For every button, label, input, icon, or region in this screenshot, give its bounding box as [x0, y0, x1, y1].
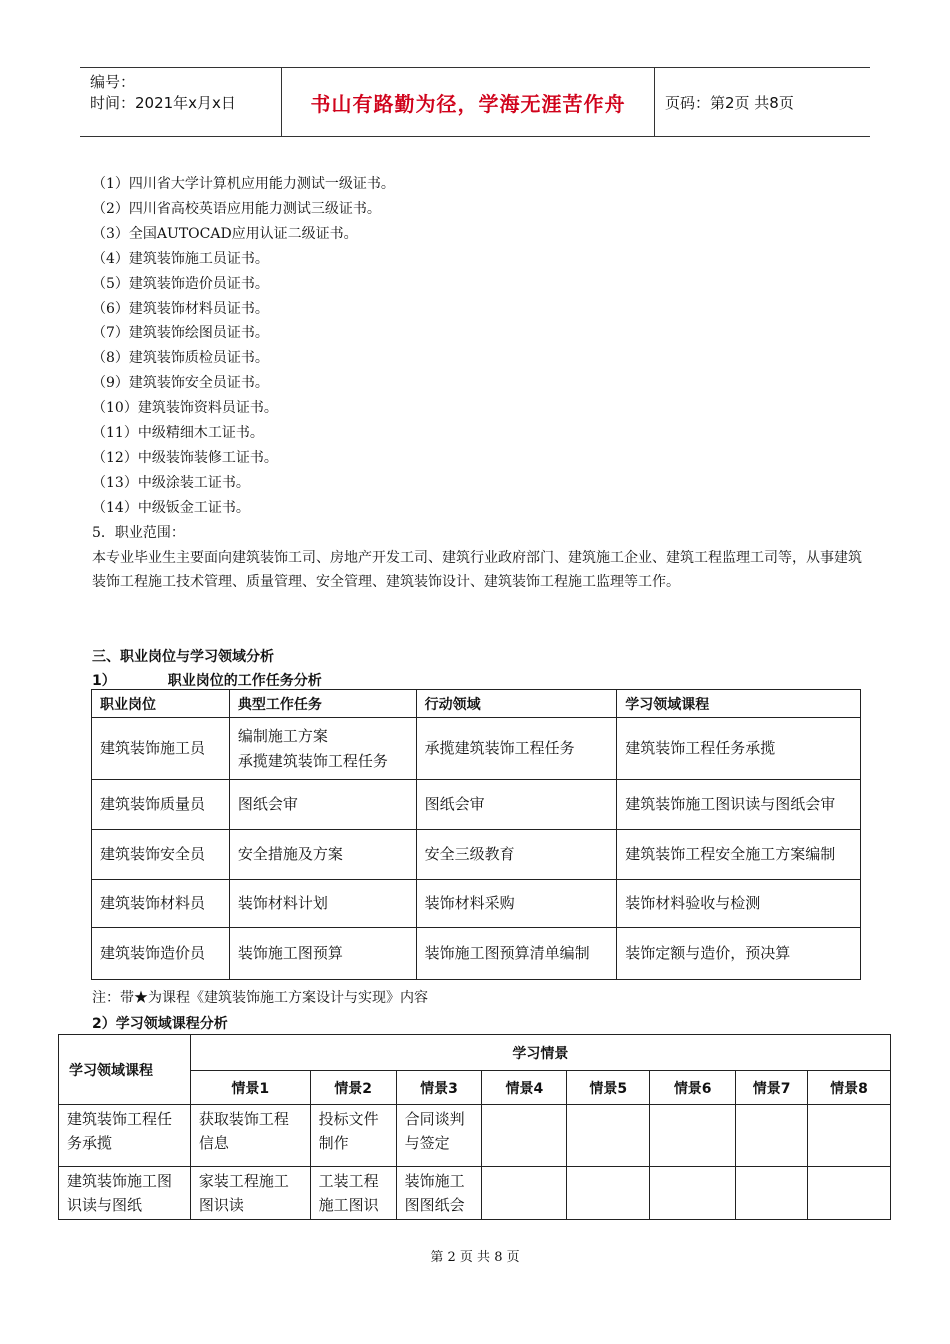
table-cell-text: 工装工程施工图识 [318, 1172, 379, 1214]
list-item: （9）建筑装饰安全员证书。 [92, 375, 269, 392]
table-cell: 建筑装饰工程任务承揽 [617, 718, 861, 780]
table-cell: 装饰施工图预算 [229, 928, 416, 980]
scene-header: 情景7 [736, 1071, 808, 1105]
table-cell [736, 1167, 808, 1220]
table-cell: 编制施工方案 承揽建筑装饰工程任务 [229, 718, 416, 780]
course-cell: 建筑装饰工程任务承揽 [59, 1105, 191, 1167]
subsection-text: 职业岗位的工作任务分析 [167, 673, 322, 689]
table-header: 典型工作任务 [229, 690, 416, 718]
table-cell: 建筑装饰材料员 [92, 880, 230, 928]
table-row [92, 718, 861, 780]
table-cell: 建筑装饰工程安全施工方案编制 [617, 830, 861, 880]
list-item: （6）建筑装饰材料员证书。 [92, 300, 269, 317]
table-cell: 安全措施及方案 [229, 830, 416, 880]
list-item: （11）中级精细木工证书。 [92, 425, 264, 442]
table-cell: 获取装饰工程信息 [190, 1105, 310, 1167]
certificate-list [92, 172, 395, 521]
header-number: 编号： [90, 73, 136, 91]
scene-header: 情景5 [567, 1071, 650, 1105]
table-cell: 建筑装饰造价员 [92, 928, 230, 980]
table-cell: 装饰材料采购 [416, 880, 617, 928]
list-item: （12）中级装饰装修工证书。 [92, 449, 278, 466]
table-cell [190, 1167, 310, 1220]
career-scope-section [92, 521, 867, 595]
course-cell-text: 建筑装饰施工图识读与图纸 [67, 1172, 173, 1214]
table-cell: 投标文件制作 [310, 1105, 396, 1167]
scene-header: 情景2 [310, 1071, 396, 1105]
table-cell: 合同谈判与签定 [396, 1105, 482, 1167]
scene-header: 情景1 [190, 1071, 310, 1105]
list-item: （8）建筑装饰质检员证书。 [92, 350, 269, 367]
table-cell [482, 1167, 567, 1220]
list-item: （3）全国AUTOCAD应用认证二级证书。 [92, 225, 358, 242]
table-cell: 建筑装饰安全员 [92, 830, 230, 880]
table-cell: 装饰定额与造价，预决算 [617, 928, 861, 980]
page-footer: 第 2 页 共 8 页 [430, 1250, 520, 1265]
table-row [92, 830, 861, 880]
table-header: 行动领域 [416, 690, 617, 718]
scene-header: 情景3 [396, 1071, 482, 1105]
table-cell [310, 1167, 396, 1220]
table-cell [808, 1105, 891, 1167]
course-scene-table [58, 1034, 891, 1220]
list-item: （10）建筑装饰资料员证书。 [92, 400, 278, 417]
section-paragraph: 本专业毕业生主要面向建筑装饰工司、房地产开发工司、建筑行业政府部门、建筑施工企业、建筑工程监理工司等，从事建筑装饰工程施工技术管理、质量管理、安全管理、建筑装饰设计、建筑装饰工程施工监理等工作。 [92, 549, 862, 590]
course-cell [59, 1167, 191, 1220]
table-cell [736, 1105, 808, 1167]
header-motto: 书山有路勤为径，学海无涯苦作舟 [282, 68, 655, 136]
table-cell: 建筑装饰施工员 [92, 718, 230, 780]
header-meta [80, 68, 282, 136]
table-header-row [92, 690, 861, 718]
table-header-row [59, 1035, 891, 1071]
header-time: 时间：2021年x月x日 [90, 94, 236, 112]
table-cell [567, 1105, 650, 1167]
table-cell: 承揽建筑装饰工程任务 [416, 718, 617, 780]
list-item: （2）四川省高校英语应用能力测试三级证书。 [92, 200, 381, 217]
table-cell: 建筑装饰施工图识读与图纸会审 [617, 780, 861, 830]
subsection-title-1 [92, 670, 322, 690]
table-cell [808, 1167, 891, 1220]
table-header: 职业岗位 [92, 690, 230, 718]
table-cell-text: 装饰施工图图纸会 [404, 1172, 465, 1214]
table-cell [396, 1167, 482, 1220]
table-cell: 装饰材料验收与检测 [617, 880, 861, 928]
table-row [92, 928, 861, 980]
table-note: 注：带★为课程《建筑装饰施工方案设计与实现》内容 [92, 990, 428, 1006]
table-cell: 图纸会审 [416, 780, 617, 830]
list-item: （7）建筑装饰绘图员证书。 [92, 325, 269, 342]
table-cell [482, 1105, 567, 1167]
scene-header: 情景6 [650, 1071, 736, 1105]
table-cell: 安全三级教育 [416, 830, 617, 880]
subsection-number: 1） [92, 673, 116, 689]
list-item: （14）中级钣金工证书。 [92, 499, 250, 516]
list-item: （4）建筑装饰施工员证书。 [92, 250, 269, 267]
page-header [80, 67, 870, 137]
list-item: （5）建筑装饰造价员证书。 [92, 275, 269, 292]
table-row [92, 880, 861, 928]
table-cell-text: 家装工程施工图识读 [198, 1172, 289, 1214]
table-row [59, 1105, 891, 1167]
table-cell: 图纸会审 [229, 780, 416, 830]
table-row [92, 780, 861, 830]
header-page-info: 页码：第2页 共8页 [665, 93, 794, 112]
section-heading: 5．职业范围： [92, 525, 185, 541]
table-cell: 建筑装饰质量员 [92, 780, 230, 830]
scene-header: 情景4 [482, 1071, 567, 1105]
table-cell [650, 1167, 736, 1220]
table-row [59, 1167, 891, 1220]
scene-header: 情景8 [808, 1071, 891, 1105]
list-item: （1）四川省大学计算机应用能力测试一级证书。 [92, 176, 395, 192]
job-task-table [91, 689, 861, 980]
table-cell: 装饰材料计划 [229, 880, 416, 928]
table-cell: 装饰施工图预算清单编制 [416, 928, 617, 980]
section-title: 三、职业岗位与学习领域分析 [92, 649, 274, 665]
list-item: （13）中级涂装工证书。 [92, 474, 250, 491]
table-cell [567, 1167, 650, 1220]
table-header: 学习领域课程 [617, 690, 861, 718]
course-header: 学习领域课程 [59, 1035, 191, 1105]
table-cell [650, 1105, 736, 1167]
scene-group-header: 学习情景 [190, 1035, 890, 1071]
subsection-title-2: 2）学习领域课程分析 [92, 1016, 228, 1032]
